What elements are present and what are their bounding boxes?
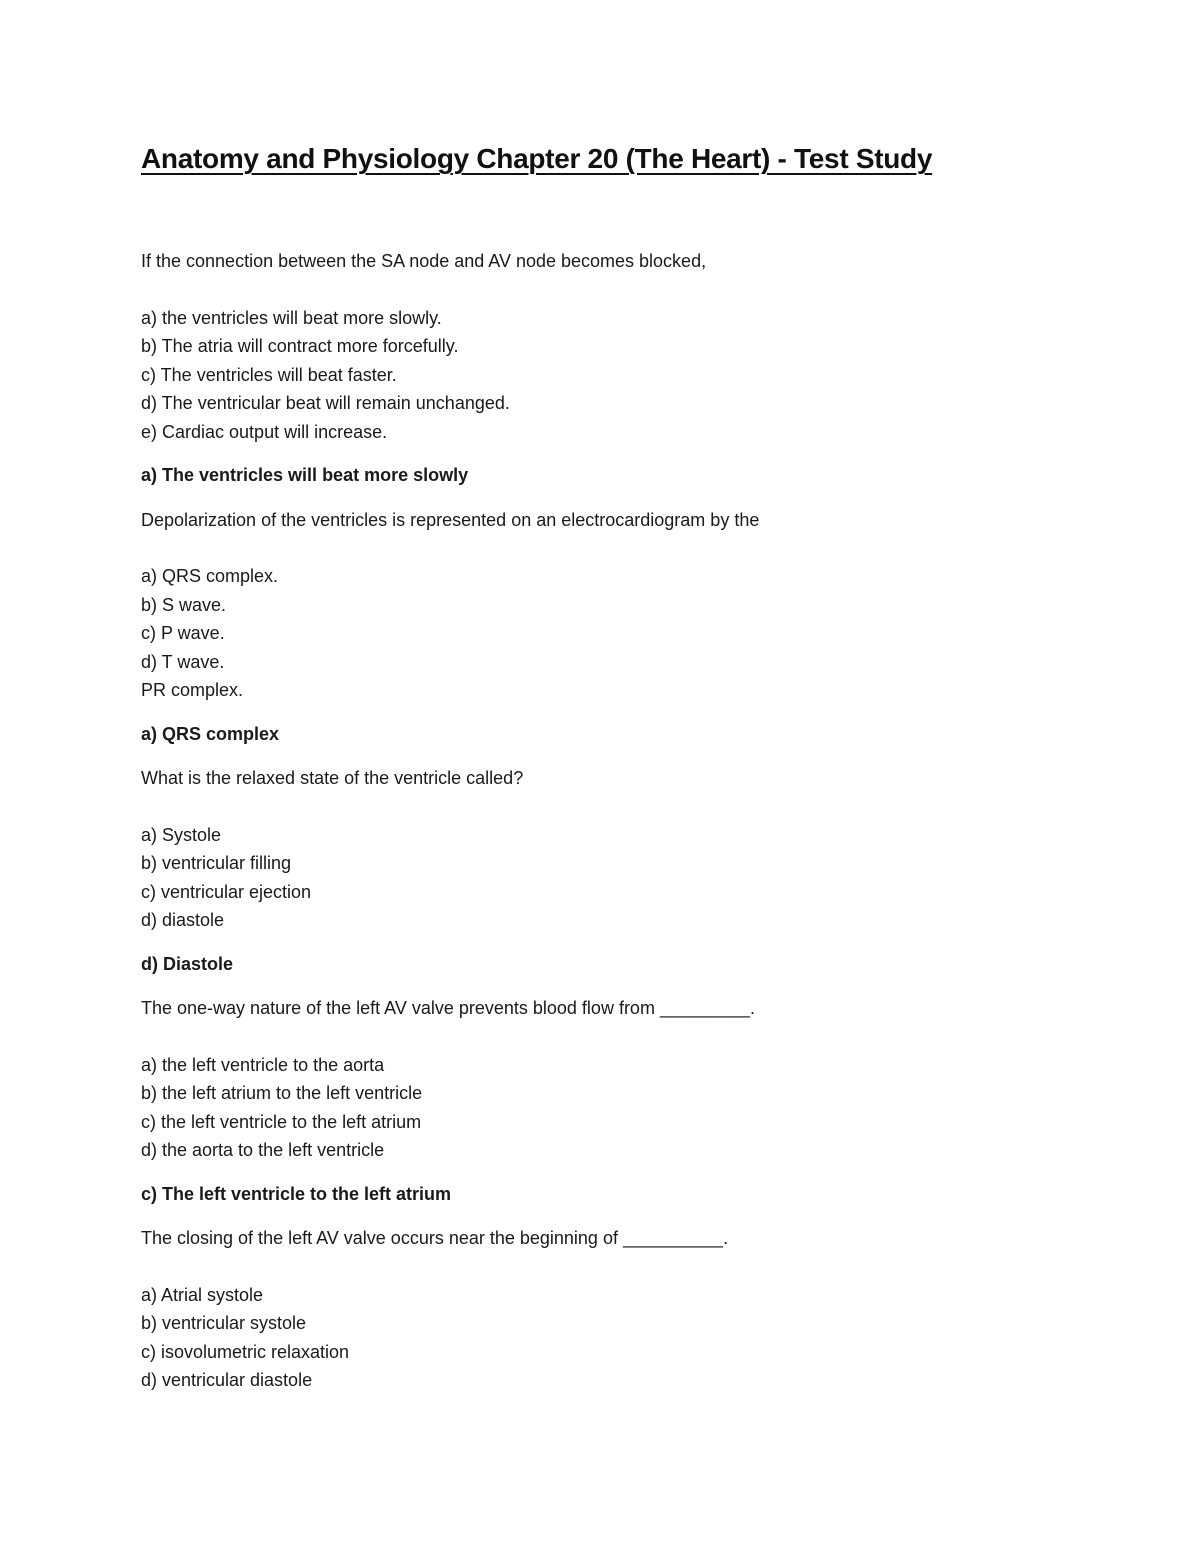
answer-option: d) T wave. bbox=[141, 651, 225, 672]
question-block bbox=[141, 1224, 1121, 1395]
answer-option: c) The ventricles will beat faster. bbox=[141, 364, 397, 385]
question-text: If the connection between the SA node and AV node becomes blocked, bbox=[141, 251, 707, 271]
answer-option: a) QRS complex. bbox=[141, 566, 279, 586]
question-block bbox=[141, 506, 1121, 749]
answer-option: b) the left atrium to the left ventricle bbox=[141, 1083, 423, 1103]
answer-option: a) the ventricles will beat more slowly. bbox=[141, 307, 442, 328]
question-block bbox=[141, 764, 1121, 978]
answer-option: d) The ventricular beat will remain unchanged. bbox=[141, 393, 510, 413]
answer-option: d) diastole bbox=[141, 910, 225, 930]
correct-answer: a) The ventricles will beat more slowly bbox=[141, 465, 469, 485]
question-block bbox=[141, 247, 1121, 490]
answer-option: c) the left ventricle to the left atrium bbox=[141, 1111, 422, 1132]
answer-option: b) ventricular filling bbox=[141, 853, 292, 873]
answer-option: PR complex. bbox=[141, 680, 244, 700]
question-list bbox=[141, 247, 1121, 1395]
question-text: What is the relaxed state of the ventricle called? bbox=[141, 768, 524, 788]
answer-option: d) ventricular diastole bbox=[141, 1370, 313, 1390]
answer-option: c) P wave. bbox=[141, 623, 225, 643]
page-title: Anatomy and Physiology Chapter 20 (The Heart) - Test Study bbox=[141, 143, 933, 174]
correct-answer: c) The left ventricle to the left atrium bbox=[141, 1183, 452, 1204]
answer-option: a) the left ventricle to the aorta bbox=[141, 1054, 385, 1075]
answer-option: b) S wave. bbox=[141, 594, 227, 615]
answer-option: c) ventricular ejection bbox=[141, 881, 312, 902]
answer-option: a) Systole bbox=[141, 824, 222, 845]
question-text: The closing of the left AV valve occurs near the beginning of __________. bbox=[141, 1228, 729, 1248]
correct-answer: d) Diastole bbox=[141, 953, 234, 974]
question-block bbox=[141, 994, 1121, 1208]
question-text: Depolarization of the ventricles is represented on an electrocardiogram by the bbox=[141, 509, 760, 530]
answer-option: d) the aorta to the left ventricle bbox=[141, 1140, 385, 1160]
answer-option: e) Cardiac output will increase. bbox=[141, 421, 388, 442]
answer-option: b) ventricular systole bbox=[141, 1313, 307, 1333]
question-text: The one-way nature of the left AV valve prevents blood flow from _________. bbox=[141, 998, 756, 1018]
answer-option: c) isovolumetric relaxation bbox=[141, 1341, 350, 1362]
correct-answer: a) QRS complex bbox=[141, 723, 280, 744]
answer-option: b) The atria will contract more forcefully. bbox=[141, 336, 459, 356]
answer-option: a) Atrial systole bbox=[141, 1284, 264, 1305]
